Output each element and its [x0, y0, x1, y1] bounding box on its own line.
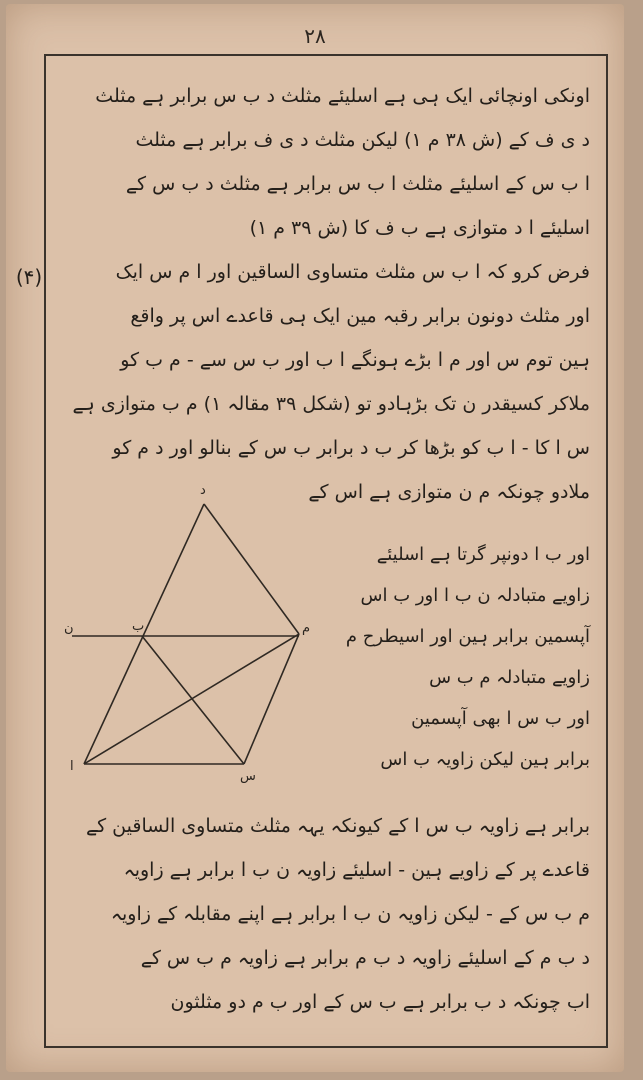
text-line: ا ب س کے اسلیئے مثلث ا ب س برابر ہے مثلث د ب س کے [125, 173, 590, 195]
text-line: ہین توم س اور م ا بڑے ہونگے ا ب اور ب س سے - م ب کو [120, 349, 590, 371]
label-a: ا [70, 759, 74, 774]
label-m: م [302, 621, 311, 636]
edge-d-a [84, 504, 204, 764]
top-text-block [56, 74, 596, 514]
geometry-figure [64, 474, 314, 784]
label-n: ن [64, 621, 74, 636]
text-line: فرض کرو کہ ا ب س مثلث متساوی الساقین اور ا م س ایک [115, 261, 590, 283]
text-line: د ی ف کے (ش ۳۸ م ۱) لیکن مثلث د ی ف برابر ہے مثلث [135, 129, 590, 151]
book-page [6, 4, 624, 1072]
text-line: آپسمین برابر ہین اور اسیطرح م [345, 626, 590, 647]
page-number: ۲۸ [304, 24, 326, 48]
side-text-block [306, 534, 596, 780]
text-line: اسلیئے ا د متوازی ہے ب ف کا (ش ۳۹ م ۱) [249, 217, 590, 239]
text-line: برابر ہین لیکن زاویہ ب اس [380, 749, 590, 770]
text-line: م ب س کے - لیکن زاویہ ن ب ا برابر ہے اپنے مقابلہ کے زاویہ [110, 903, 590, 925]
label-s: س [240, 769, 256, 784]
section-marker: (۴) [15, 265, 43, 289]
text-line: قاعدے پر کے زاویے ہین - اسلیئے زاویہ ن ب ا برابر ہے زاویہ [123, 859, 590, 881]
label-b: ب [132, 619, 145, 634]
text-line: زاویے متبادلہ م ب س [429, 667, 590, 688]
edge-d-m [204, 504, 299, 634]
text-line: د ب م کے اسلیئے زاویہ د ب م برابر ہے زاویہ م ب س کے [140, 947, 590, 969]
text-line: اور مثلث دونون برابر رقبہ مین ایک ہی قاعدے اس پر واقع [130, 305, 590, 327]
text-line: برابر ہے زاویہ ب س ا کے کیونکہ یہہ مثلث متساوی الساقین کے [85, 815, 590, 837]
bottom-text-block [56, 804, 596, 1024]
text-line: اور ب ا دونپر گرتا ہے اسلیئے [376, 544, 590, 565]
edge-b-s [142, 636, 244, 764]
text-line: اونکی اونچائی ایک ہی ہے اسلیئے مثلث د ب س برابر ہے مثلث [95, 85, 590, 107]
text-line: زاویے متبادلہ ن ب ا اور ب اس [360, 585, 590, 606]
text-line: اب چونکہ د ب برابر ہے ب س کے اور ب م دو مثلثون [170, 991, 590, 1013]
triangle-diagram [64, 474, 314, 784]
text-line: ملادو چونکہ م ن متوازی ہے اس کے [308, 481, 590, 503]
text-line: ملاکر کسیقدر ن تک بڑہادو تو (شکل ۳۹ مقالہ ۱) م ب متوازی ہے [72, 393, 590, 415]
label-d: د [200, 483, 206, 498]
text-line: اور ب س ا بھی آپسمین [411, 708, 590, 729]
text-line: س ا کا - ا ب کو بڑھا کر ب د برابر ب س کے بنالو اور د م کو [112, 437, 590, 459]
edge-s-m [244, 634, 299, 764]
